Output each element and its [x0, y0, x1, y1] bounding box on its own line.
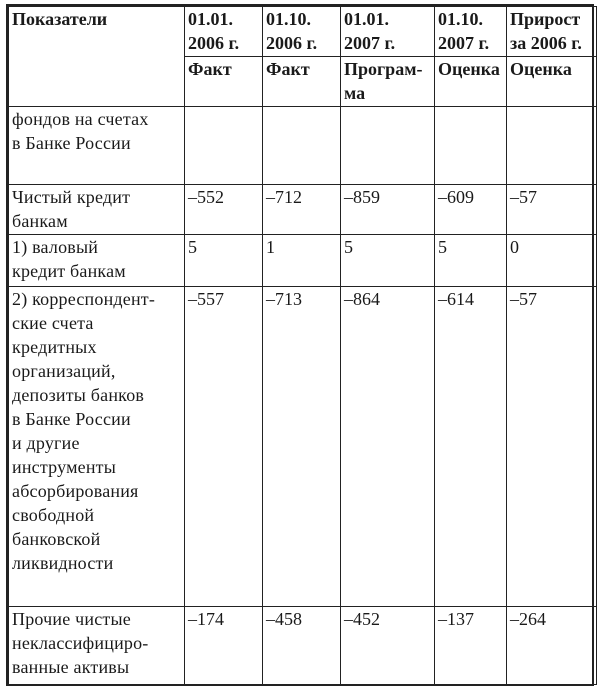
table-cell: –458	[263, 607, 341, 685]
column-header-kind: Програм- ма	[341, 57, 435, 107]
table-cell: –552	[185, 185, 263, 235]
table-cell	[263, 107, 341, 185]
table-row	[9, 185, 597, 235]
row-label: фондов на счетах в Банке России	[9, 107, 185, 185]
table-cell: –864	[341, 287, 435, 607]
table-cell	[435, 107, 507, 185]
column-header-date: Прирост за 2006 г.	[507, 7, 597, 57]
table-cell: –614	[435, 287, 507, 607]
column-header-date: 01.01. 2007 г.	[341, 7, 435, 57]
table-row	[9, 235, 597, 287]
column-header-kind: Оценка	[435, 57, 507, 107]
table-cell: –57	[507, 287, 597, 607]
column-header-kind: Факт	[263, 57, 341, 107]
table-cell: –452	[341, 607, 435, 685]
table-cell	[185, 107, 263, 185]
row-label: Прочие чистые неклассифициро- ванные активы	[9, 607, 185, 685]
row-label: 2) корреспондент- ские счета кредитных организаций, депозиты банков в Банке России и другие инструменты абсорбирования свободной банковской ликвидности	[9, 287, 185, 607]
table-cell: –137	[435, 607, 507, 685]
column-header-date: 01.01. 2006 г.	[185, 7, 263, 57]
row-label: 1) валовый кредит банкам	[9, 235, 185, 287]
table-page	[6, 4, 594, 686]
table-cell: –712	[263, 185, 341, 235]
table-cell: 5	[185, 235, 263, 287]
row-label: Чистый кредит банкам	[9, 185, 185, 235]
table-cell	[507, 107, 597, 185]
header-row-dates	[9, 7, 597, 57]
table-cell: –713	[263, 287, 341, 607]
table-cell: –174	[185, 607, 263, 685]
table-cell: –609	[435, 185, 507, 235]
table-cell: –557	[185, 287, 263, 607]
table-row	[9, 287, 597, 607]
corner-header: Показатели	[9, 7, 185, 107]
table-cell	[341, 107, 435, 185]
table-cell: –57	[507, 185, 597, 235]
column-header-date: 01.10. 2007 г.	[435, 7, 507, 57]
table-cell: 0	[507, 235, 597, 287]
table-row	[9, 107, 597, 185]
indicators-table	[8, 6, 597, 685]
table-cell: –264	[507, 607, 597, 685]
column-header-date: 01.10. 2006 г.	[263, 7, 341, 57]
table-cell: 5	[435, 235, 507, 287]
column-header-kind: Факт	[185, 57, 263, 107]
table-cell: 1	[263, 235, 341, 287]
table-cell: –859	[341, 185, 435, 235]
column-header-kind: Оценка	[507, 57, 597, 107]
table-cell: 5	[341, 235, 435, 287]
table-row	[9, 607, 597, 685]
